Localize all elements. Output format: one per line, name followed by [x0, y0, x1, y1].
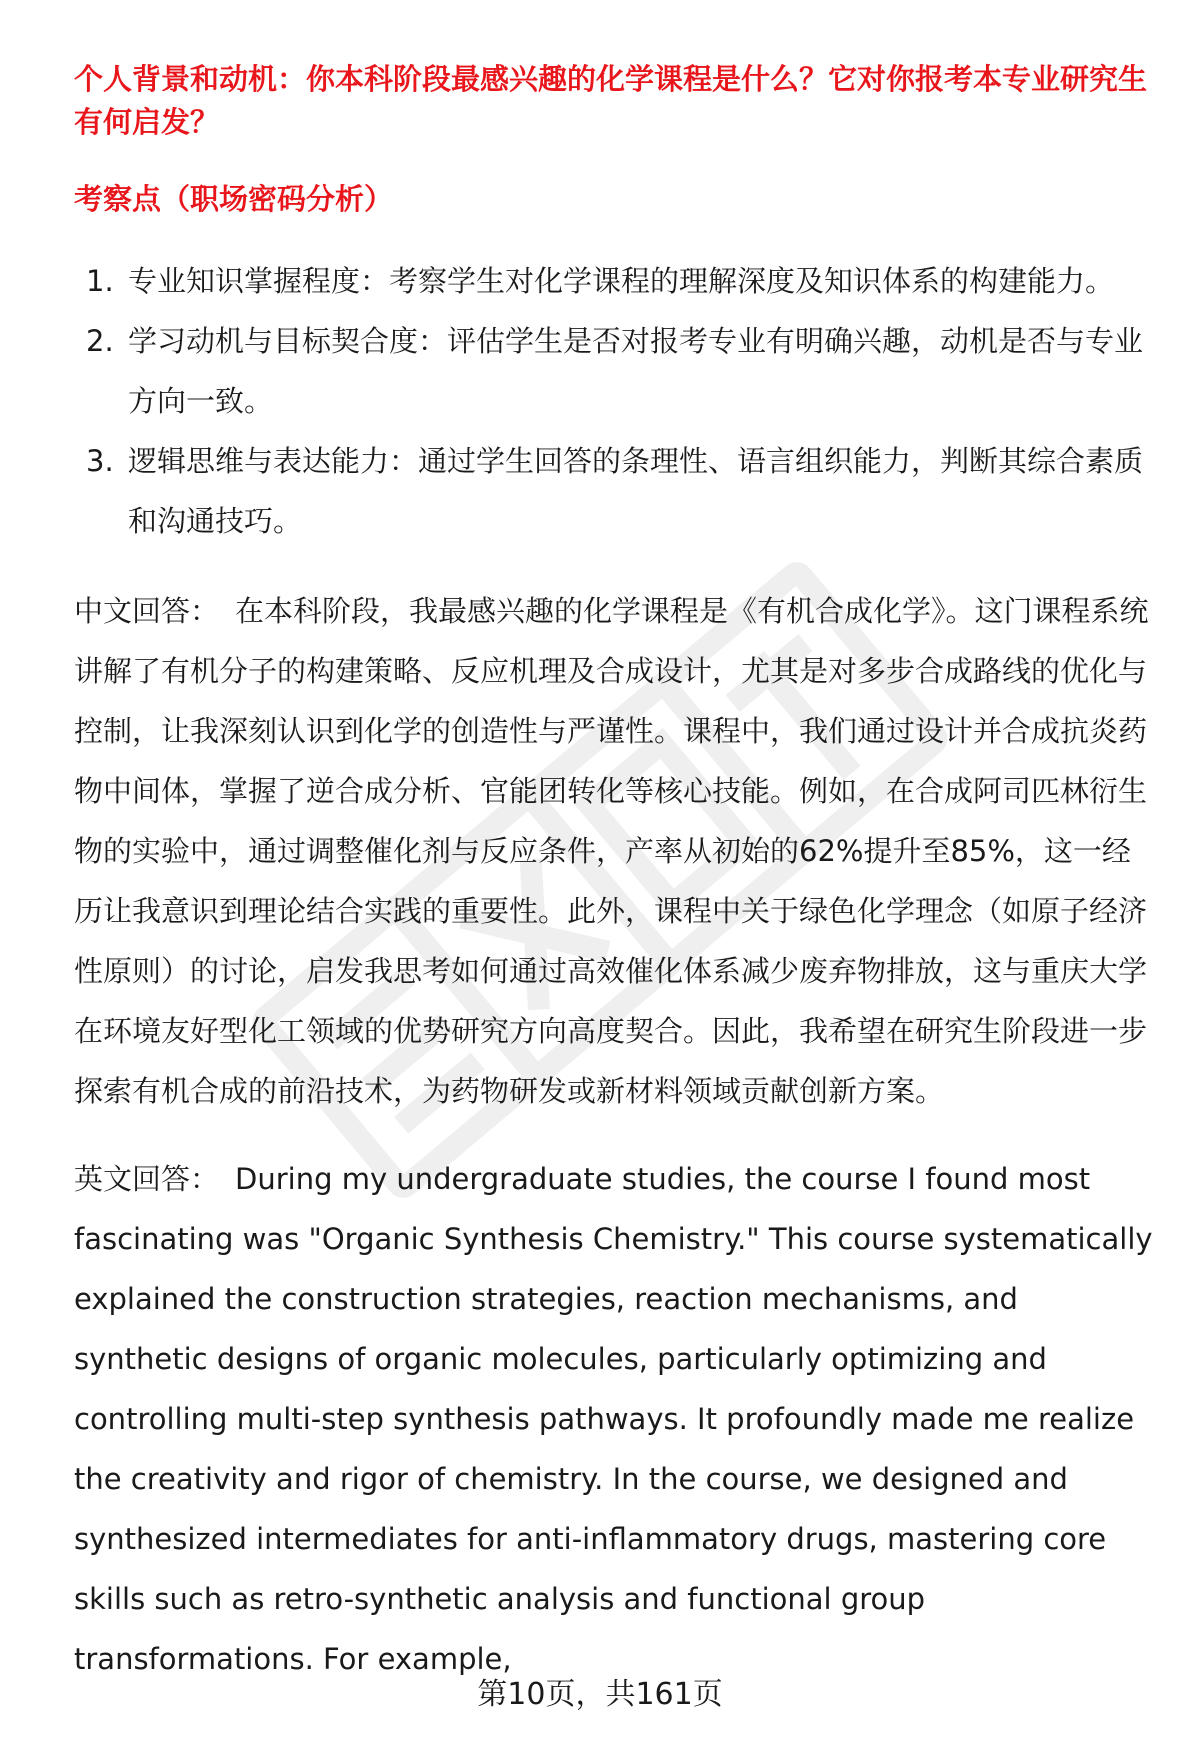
list-item-number: 3.: [86, 444, 114, 478]
english-answer-label: 英文回答：: [74, 1162, 220, 1196]
chinese-answer: [74, 581, 1154, 1121]
page-number-footer: 第10页，共161页: [477, 1677, 723, 1712]
english-answer: [74, 1149, 1154, 1689]
interview-question: 个人背景和动机：你本科阶段最感兴趣的化学课程是什么？它对你报考本专业研究生有何启发？: [74, 62, 1148, 139]
list-item: [74, 311, 1154, 431]
list-item-text: 逻辑思维与表达能力：通过学生回答的条理性、语言组织能力，判断其综合素质和沟通技巧。: [128, 444, 1144, 538]
list-item-text: 专业知识掌握程度：考察学生对化学课程的理解深度及知识体系的构建能力。: [128, 264, 1115, 298]
section-title: 考察点（职场密码分析）: [74, 182, 394, 216]
list-item: [74, 431, 1154, 551]
list-item-number: 2.: [86, 324, 114, 358]
chinese-answer-label: 中文回答：: [74, 594, 220, 628]
list-item: [74, 251, 1154, 311]
list-item-number: 1.: [86, 264, 114, 298]
evaluation-points-list: [74, 251, 1154, 551]
chinese-answer-text: 在本科阶段，我最感兴趣的化学课程是《有机合成化学》。这门课程系统讲解了有机分子的构建策略、反应机理及合成设计，尤其是对多步合成路线的优化与控制，让我深刻认识到化学的创造性与严谨性。课程中，我们通过设计并合成抗炎药物中间体，掌握了逆合成分析、官能团转化等核心技能。例如，在合成阿司匹林衍生物的实验中，通过调整催化剂与反应条件，产率从初始的62%提升至85%，这一经历让我意识到理论结合实践的重要性。此外，课程中关于绿色化学理念（如原子经济性原则）的讨论，启发我思考如何通过高效催化体系减少废弃物排放，这与重庆大学在环境友好型化工领域的优势研究方向高度契合。因此，我希望在研究生阶段进一步探索有机合成的前沿技术，为药物研发或新材料领域贡献创新方案。: [74, 594, 1149, 1108]
list-item-text: 学习动机与目标契合度：评估学生是否对报考专业有明确兴趣，动机是否与专业方向一致。: [128, 324, 1144, 418]
english-answer-text: During my undergraduate studies, the course I found most fascinating was "Organic Synthesis Chemistry." This course systematically explained the construction strategies, reaction mechanisms, and synthetic designs of organic molecules, particularly optimizing and controlling multi-step synthesis pathways. It profoundly made me realize the creativity and rigor of chemistry. In the course, we designed and synthesized intermediates for anti-inflammatory drugs, mastering core skills such as retro-synthetic analysis and functional group transformations. For example,: [74, 1162, 1153, 1676]
document-body: [74, 58, 1154, 1689]
